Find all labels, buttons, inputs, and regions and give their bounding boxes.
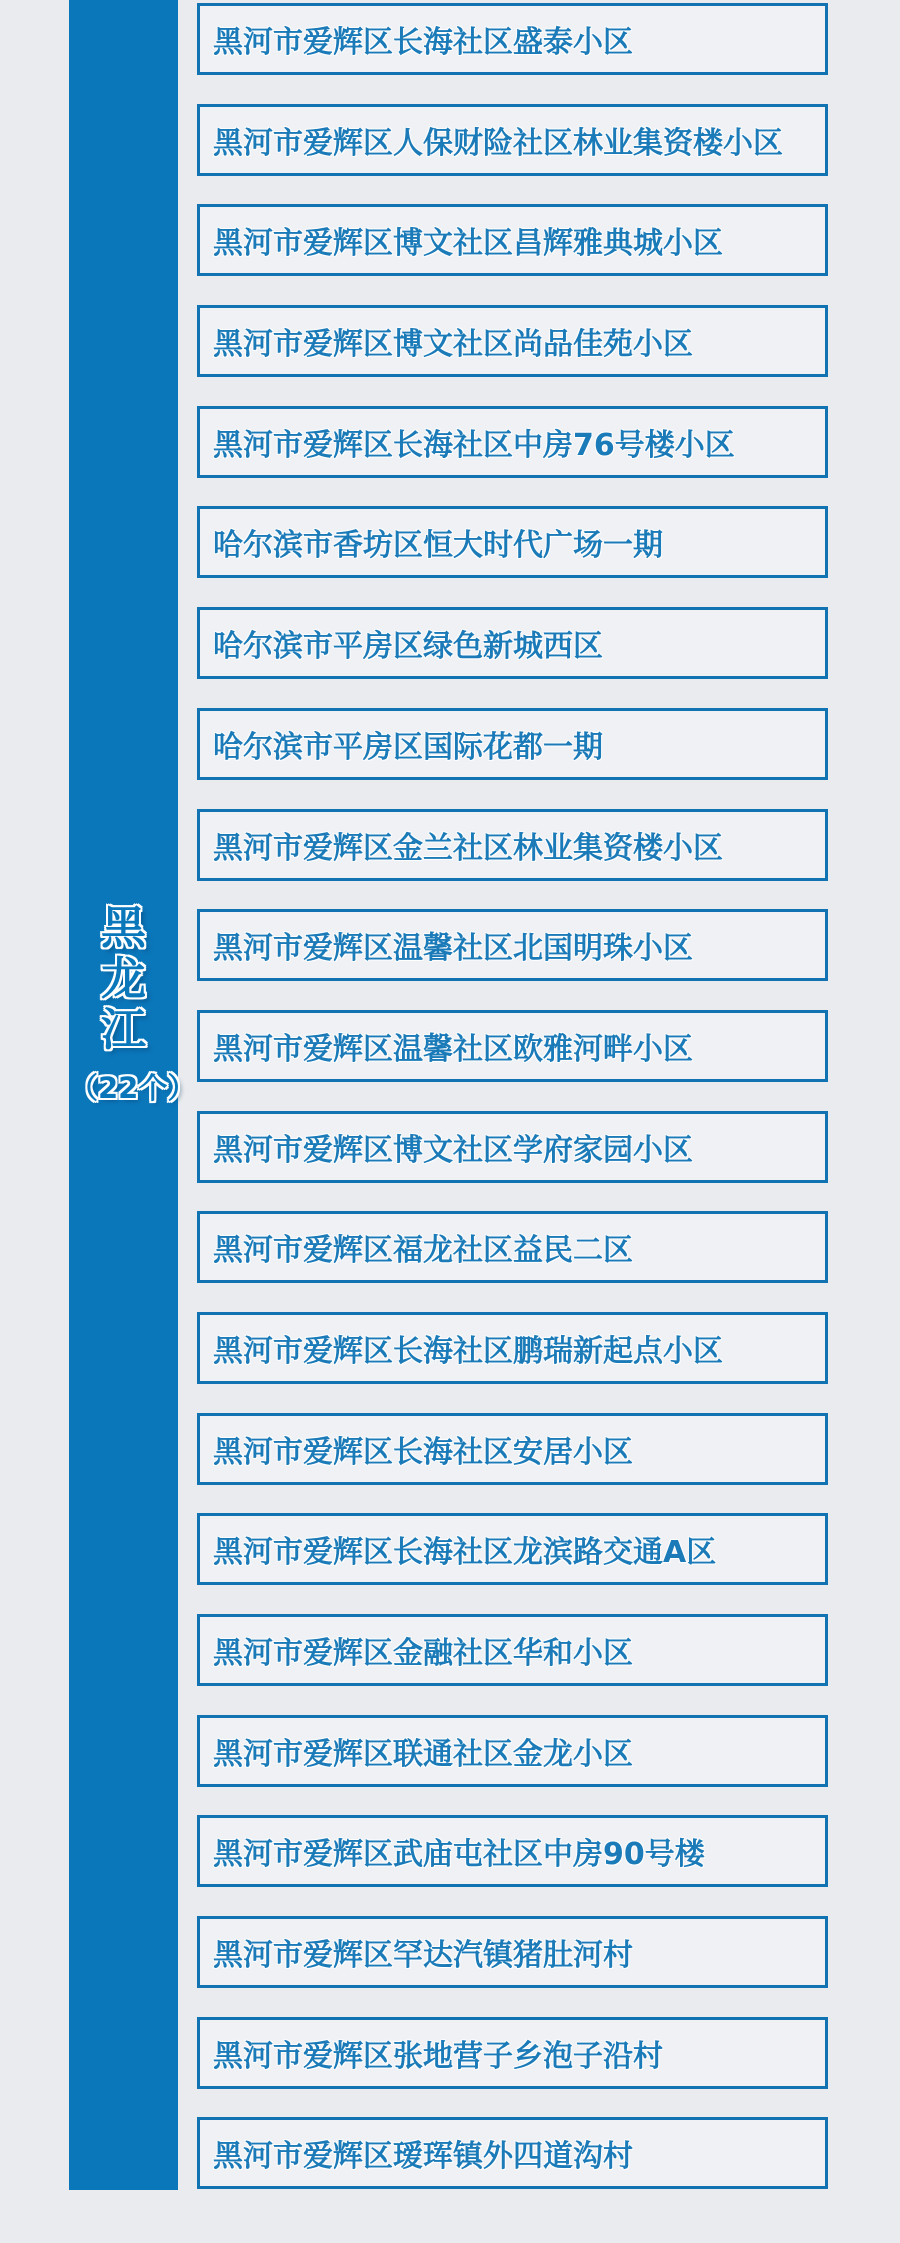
community-list xyxy=(197,3,828,2189)
list-item-label: 黑河市爱辉区博文社区昌辉雅典城小区 xyxy=(213,226,723,262)
province-label xyxy=(69,901,197,1105)
list-item xyxy=(197,909,828,981)
list-item xyxy=(197,305,828,377)
list-item-label: 黑河市爱辉区长海社区中房76号楼小区 xyxy=(213,427,735,463)
list-item-label: 黑河市爱辉区联通社区金龙小区 xyxy=(213,1736,633,1772)
list-item-label: 黑河市爱辉区温馨社区欧雅河畔小区 xyxy=(213,1031,693,1067)
list-item-label: 黑河市爱辉区长海社区鹏瑞新起点小区 xyxy=(213,1333,723,1369)
list-item xyxy=(197,1312,828,1384)
list-item-label: 哈尔滨市平房区国际花都一期 xyxy=(213,729,603,765)
list-item xyxy=(197,3,828,75)
list-item xyxy=(197,1815,828,1887)
list-item-label: 黑河市爱辉区博文社区尚品佳苑小区 xyxy=(213,327,693,363)
list-item-label: 黑河市爱辉区武庙屯社区中房90号楼 xyxy=(213,1837,705,1873)
list-item xyxy=(197,809,828,881)
list-item xyxy=(197,1513,828,1585)
province-sidebar xyxy=(69,0,197,2190)
list-item-label: 黑河市爱辉区长海社区龙滨路交通A区 xyxy=(213,1535,717,1571)
list-item-label: 黑河市爱辉区金兰社区林业集资楼小区 xyxy=(213,830,723,866)
list-item-label: 哈尔滨市香坊区恒大时代广场一期 xyxy=(213,528,663,564)
list-item-label: 黑河市爱辉区福龙社区益民二区 xyxy=(213,1233,633,1269)
list-item-label: 黑河市爱辉区博文社区学府家园小区 xyxy=(213,1132,693,1168)
list-item xyxy=(197,1010,828,1082)
list-item xyxy=(197,406,828,478)
list-item xyxy=(197,607,828,679)
list-item xyxy=(197,1916,828,1988)
province-count-badge: （22个） xyxy=(69,1071,197,1105)
list-item-label: 黑河市爱辉区金融社区华和小区 xyxy=(213,1636,633,1671)
list-item xyxy=(197,1413,828,1485)
list-item xyxy=(197,1211,828,1283)
list-item-label: 黑河市爱辉区人保财险社区林业集资楼小区 xyxy=(213,125,783,161)
list-item xyxy=(197,1614,828,1686)
list-item xyxy=(197,2017,828,2089)
list-item-label: 黑河市爱辉区长海社区盛泰小区 xyxy=(213,25,633,60)
list-item-label: 黑河市爱辉区长海社区安居小区 xyxy=(213,1434,633,1470)
province-char: 江 xyxy=(100,1003,146,1056)
list-item-label: 哈尔滨市平房区绿色新城西区 xyxy=(213,629,603,665)
list-item-label: 黑河市爱辉区罕达汽镇猪肚河村 xyxy=(213,1938,633,1974)
list-item xyxy=(197,1111,828,1183)
list-item xyxy=(197,2117,828,2189)
province-char: 黑 xyxy=(100,901,146,954)
list-item-label: 黑河市爱辉区瑷珲镇外四道沟村 xyxy=(213,2139,633,2175)
list-item-label: 黑河市爱辉区张地营子乡泡子沿村 xyxy=(213,2038,663,2074)
list-item xyxy=(197,104,828,176)
list-item xyxy=(197,708,828,780)
list-item xyxy=(197,506,828,578)
list-item xyxy=(197,204,828,276)
list-item xyxy=(197,1715,828,1787)
province-char: 龙 xyxy=(100,952,146,1005)
list-item-label: 黑河市爱辉区温馨社区北国明珠小区 xyxy=(213,931,693,967)
